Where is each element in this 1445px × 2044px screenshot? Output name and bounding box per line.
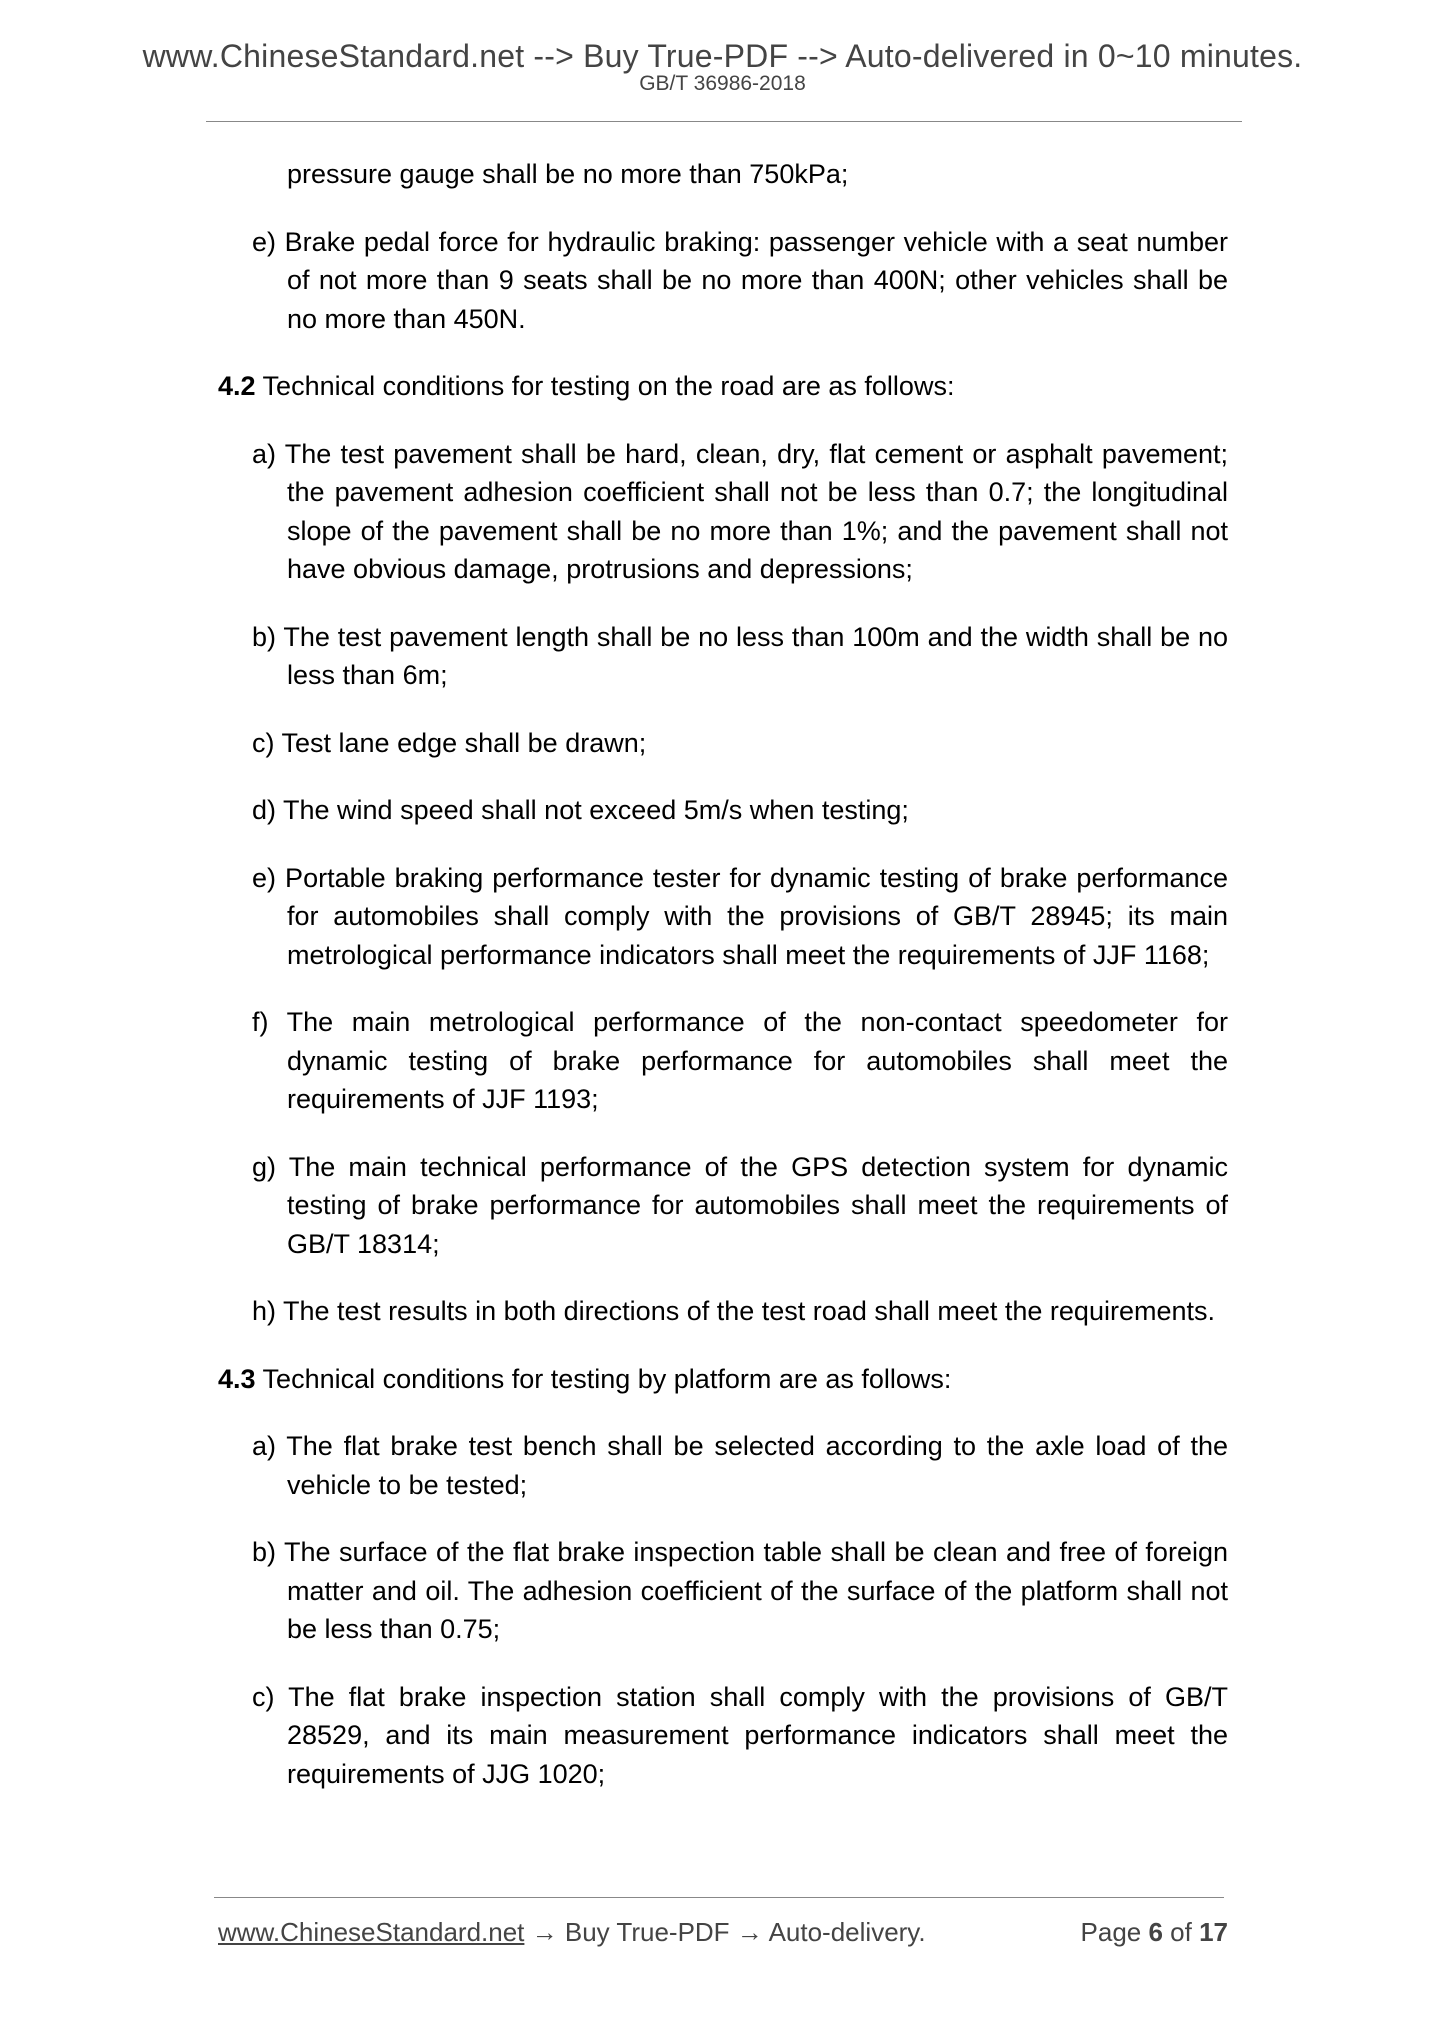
footer-site-link[interactable]: www.ChineseStandard.net <box>218 1917 525 1947</box>
page-number: 6 <box>1148 1917 1163 1947</box>
footer-promo-text: → Buy True-PDF → Auto-delivery. <box>524 1917 926 1947</box>
clause-number: 4.2 <box>218 371 256 401</box>
clause-number: 4.3 <box>218 1363 256 1394</box>
page-label: Page <box>1080 1917 1149 1947</box>
list-item: a) The test pavement shall be hard, clean, dry, flat cement or asphalt pavement; the pavement adhesion coefficient shall not be less than 0.7; the longitudinal slope of the pavement shall be no more than 1%; and the pavement shall not have obvious damage, protrusions and depressions; <box>252 438 1228 584</box>
list-item: f) The main metrological performance of the non-contact speedometer for dynamic testing of brake performance for automobiles shall meet the requirements of JJF 1193; <box>252 1007 1228 1114</box>
header-divider <box>206 121 1242 122</box>
page-total: 17 <box>1199 1917 1228 1947</box>
footer-divider <box>214 1897 1224 1898</box>
footer-promo <box>218 1916 926 1948</box>
list-item: e) Portable braking performance tester for dynamic testing of brake performance for automobiles shall comply with the provisions of GB/T 28945; its main metrological performance indicators shall meet the requirements of JJF 1168; <box>252 862 1228 970</box>
clause-4-2 <box>218 367 1228 406</box>
document-id: GB/T 36986-2018 <box>639 72 806 95</box>
list-item: d) The wind speed shall not exceed 5m/s when testing; <box>252 795 909 825</box>
list-item: b) The surface of the flat brake inspection table shall be clean and free of foreign matter and oil. The adhesion coefficient of the surface of the platform shall not be less than 0.75; <box>252 1537 1228 1644</box>
page-counter <box>1081 1916 1228 1948</box>
list-item: c) The flat brake inspection station shall comply with the provisions of GB/T 28529, and its main measurement performance indicators shall meet the requirements of JJG 1020; <box>252 1681 1228 1789</box>
list-item: a) The flat brake test bench shall be selected according to the axle load of the vehicle to be tested; <box>252 1431 1228 1500</box>
clause-text: Technical conditions for testing on the road are as follows: <box>255 371 955 401</box>
clause-4-3 <box>218 1360 1228 1399</box>
page-of-label: of <box>1162 1917 1200 1947</box>
list-item: c) Test lane edge shall be drawn; <box>252 727 647 758</box>
page-content <box>218 155 1228 1793</box>
list-item: g) The main technical performance of the GPS detection system for dynamic testing of brake performance for automobiles shall meet the requirements of GB/T 18314; <box>252 1151 1228 1259</box>
list-item: e) Brake pedal force for hydraulic braking: passenger vehicle with a seat number of not more than 9 seats shall be no more than 400N; other vehicles shall be no more than 450N. <box>252 226 1228 334</box>
clause-text: Technical conditions for testing by platform are as follows: <box>255 1363 952 1394</box>
list-item: b) The test pavement length shall be no less than 100m and the width shall be no less than 6m; <box>252 621 1228 690</box>
paragraph-continuation: pressure gauge shall be no more than 750kPa; <box>287 159 849 189</box>
list-item: h) The test results in both directions of the test road shall meet the requirements. <box>252 1296 1215 1326</box>
header-banner: www.ChineseStandard.net --> Buy True-PDF --> Auto-delivered in 0~10 minutes. <box>142 38 1303 74</box>
